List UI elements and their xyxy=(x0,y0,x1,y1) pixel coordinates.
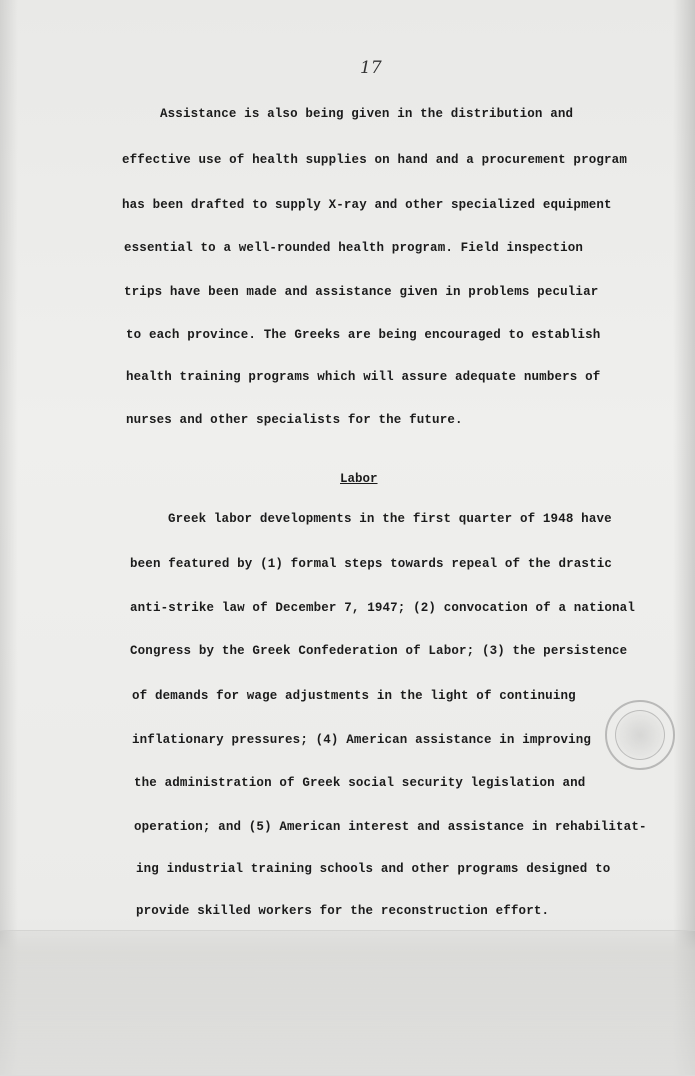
text-line: trips have been made and assistance given in problems peculiar xyxy=(124,285,599,299)
archive-stamp-center xyxy=(615,710,665,760)
page-number: 17 xyxy=(360,58,382,78)
page-fold-shadow xyxy=(0,930,695,1076)
section-heading-labor: Labor xyxy=(340,472,378,486)
text-line: of demands for wage adjustments in the light of continuing xyxy=(132,689,576,703)
text-line: health training programs which will assure adequate numbers of xyxy=(126,370,601,384)
text-line: essential to a well-rounded health program. Field inspection xyxy=(124,241,584,255)
text-line: been featured by (1) formal steps towards repeal of the drastic xyxy=(130,557,613,571)
text-line: Greek labor developments in the first quarter of 1948 have xyxy=(168,512,612,526)
text-line: Assistance is also being given in the distribution and xyxy=(160,107,574,121)
text-line: the administration of Greek social security legislation and xyxy=(134,776,586,790)
text-line: nurses and other specialists for the future. xyxy=(126,413,463,427)
text-line: to each province. The Greeks are being encouraged to establish xyxy=(126,328,601,342)
archive-stamp xyxy=(605,700,675,770)
text-line: provide skilled workers for the reconstruction effort. xyxy=(136,904,550,918)
text-line: anti-strike law of December 7, 1947; (2) convocation of a national xyxy=(130,601,635,615)
text-line: effective use of health supplies on hand and a procurement program xyxy=(122,153,627,167)
text-line: Congress by the Greek Confederation of Labor; (3) the persistence xyxy=(130,644,628,658)
text-line: inflationary pressures; (4) American assistance in improving xyxy=(132,733,592,747)
text-line: has been drafted to supply X-ray and other specialized equipment xyxy=(122,198,612,212)
text-line: operation; and (5) American interest and assistance in rehabilitat- xyxy=(134,820,647,834)
text-line: ing industrial training schools and other programs designed to xyxy=(136,862,611,876)
